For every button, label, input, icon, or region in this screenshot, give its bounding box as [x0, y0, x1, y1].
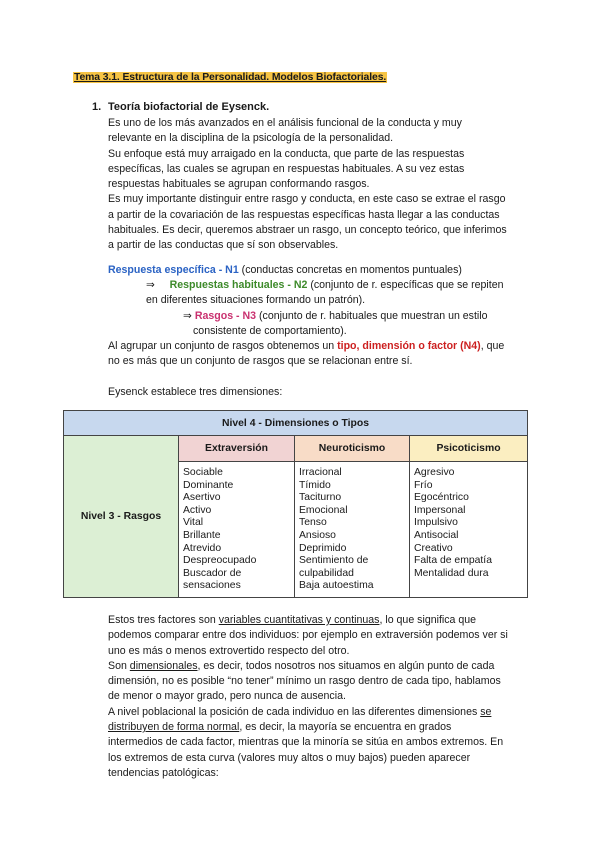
arrow-icon: ⇒ [146, 279, 155, 291]
trait-item: Vital [183, 517, 204, 529]
level-n4-continued: no es más que un conjunto de rasgos que se relacionan entre sí. [108, 355, 413, 367]
text-line: Estos tres factores son variables cuantitativas y continuas, lo que significa que [108, 614, 477, 626]
trait-item: Baja autoestima [299, 580, 374, 592]
text-line: Es muy importante distinguir entre rasgo y conducta, en este caso se extrae el rasgo [108, 193, 506, 206]
level-n4-pre: Al agrupar un conjunto de rasgos obtenemos un [108, 340, 338, 352]
trait-item: Brillante [183, 529, 221, 541]
level-n3-continued: consistente de comportamiento). [193, 325, 347, 337]
text-line: específicas, las cuales se agrupan en respuestas habituales. A su vez estas [108, 162, 465, 175]
section-number: 1. [92, 101, 102, 113]
level-n3 [183, 309, 488, 324]
dimensions-intro: Eysenck establece tres dimensiones: [108, 386, 283, 398]
trait-item: Mentalidad dura [414, 567, 489, 579]
level-n4-post: , que [480, 340, 505, 352]
table-header: Nivel 4 - Dimensiones o Tipos [64, 411, 528, 436]
trait-item: sensaciones [183, 580, 241, 592]
level-n2-continued: en diferentes situaciones formando un patrón). [146, 294, 366, 306]
text-line: Su enfoque está muy arraigado en la conducta, que parte de las respuestas [108, 147, 465, 160]
text-line: de menor o mayor grado, pero nunca de ausencia. [108, 690, 346, 703]
text-line: podemos comparar entre dos individuos: por ejemplo en extraversión podemos ver si [108, 629, 508, 642]
section-heading-text: Teoría biofactorial de Eysenck. [108, 101, 270, 113]
level-n1-label: Respuesta específica - N1 [108, 264, 239, 276]
psychoticism-traits [410, 462, 528, 598]
trait-item: Sentimiento de [299, 555, 369, 567]
text-line: habituales. Es decir, queremos abstraer un rasgo, un concepto teórico, que inferimos [108, 224, 507, 237]
column-neuroticism: Neuroticismo [295, 436, 410, 462]
trait-item: Activo [183, 504, 212, 516]
neuroticism-traits [295, 462, 410, 598]
text-line: tendencias patológicas: [108, 766, 219, 779]
text-line: relevante en la disciplina de la psicología de la personalidad. [108, 132, 394, 145]
text-line: los extremos de esta curva (valores muy altos o muy bajos) pueden aparecer [108, 751, 471, 764]
arrow-icon: ⇒ [183, 310, 192, 322]
trait-item: Tenso [299, 517, 327, 529]
level-n1 [108, 263, 462, 278]
text-line: Es uno de los más avanzados en el análisis funcional de la conducta y muy [108, 117, 462, 129]
trait-item: culpabilidad [299, 567, 354, 579]
dimensions-table [63, 410, 528, 598]
column-psychoticism: Psicoticismo [410, 436, 528, 462]
text-line: a partir de las conductas que sí son observables. [108, 239, 339, 252]
text-line: dimensión, no es posible “no tener” mínimo un rasgo dentro de cada tipo, hablamos [108, 675, 501, 688]
trait-item: Ansioso [299, 529, 336, 541]
trait-item: Dominante [183, 479, 234, 491]
trait-item: Frío [414, 479, 433, 491]
text-line: intermedios de cada factor, mientras que la minoría se sitúa en ambos extremos. En [108, 736, 504, 749]
trait-item: Egocéntrico [414, 492, 469, 504]
trait-item: Asertivo [183, 492, 221, 504]
extraversion-traits [179, 462, 295, 598]
table-side-label: Nivel 3 - Rasgos [64, 436, 179, 598]
level-n4 [108, 339, 504, 354]
text-line: respuestas habituales se agrupan conformando rasgos. [108, 178, 370, 191]
trait-item: Creativo [414, 542, 453, 554]
text-line: distribuyen de forma normal, es decir, la mayoría se encuentra en grados [108, 721, 452, 734]
closing-paragraph [108, 613, 538, 781]
trait-item: Falta de empatía [414, 555, 492, 567]
text-line: uno es más o menos extrovertido respecto del otro. [108, 644, 350, 657]
trait-item: Agresivo [414, 467, 455, 478]
trait-item: Impersonal [414, 504, 466, 516]
text-line: a partir de la covariación de las respuestas específicas hasta llegar a las conductas [108, 208, 500, 221]
trait-item: Buscador de [183, 567, 242, 579]
level-n3-text: (conjunto de r. habituales que muestran un estilo [256, 310, 488, 322]
trait-item: Taciturno [299, 492, 342, 504]
column-extraversion: Extraversión [179, 436, 295, 462]
trait-item: Sociable [183, 467, 223, 478]
level-n4-label: tipo, dimensión o factor (N4) [337, 340, 481, 352]
trait-item: Despreocupado [183, 555, 257, 567]
text-line: Son dimensionales, es decir, todos nosotros nos situamos en algún punto de cada [108, 659, 495, 672]
section-heading [92, 101, 269, 113]
trait-item: Irracional [299, 467, 342, 478]
section-intro-paragraph [108, 116, 538, 254]
level-n3-label: Rasgos - N3 [194, 310, 257, 322]
trait-item: Impulsivo [414, 517, 458, 529]
level-n2 [146, 278, 503, 293]
level-n2-text: (conjunto de r. específicas que se repiten [307, 279, 504, 291]
text-line: A nivel poblacional la posición de cada individuo en las diferentes dimensiones se [108, 705, 492, 718]
level-n2-label: Respuestas habituales - N2 [169, 279, 308, 291]
trait-item: Deprimido [299, 542, 347, 554]
trait-item: Emocional [299, 504, 348, 516]
page-title: Tema 3.1. Estructura de la Personalidad. Modelos Biofactoriales. [74, 72, 387, 83]
level-n1-text: (conductas concretas en momentos puntuales) [238, 264, 462, 276]
trait-item: Atrevido [183, 542, 222, 554]
trait-item: Tímido [299, 479, 331, 491]
trait-item: Antisocial [414, 529, 459, 541]
